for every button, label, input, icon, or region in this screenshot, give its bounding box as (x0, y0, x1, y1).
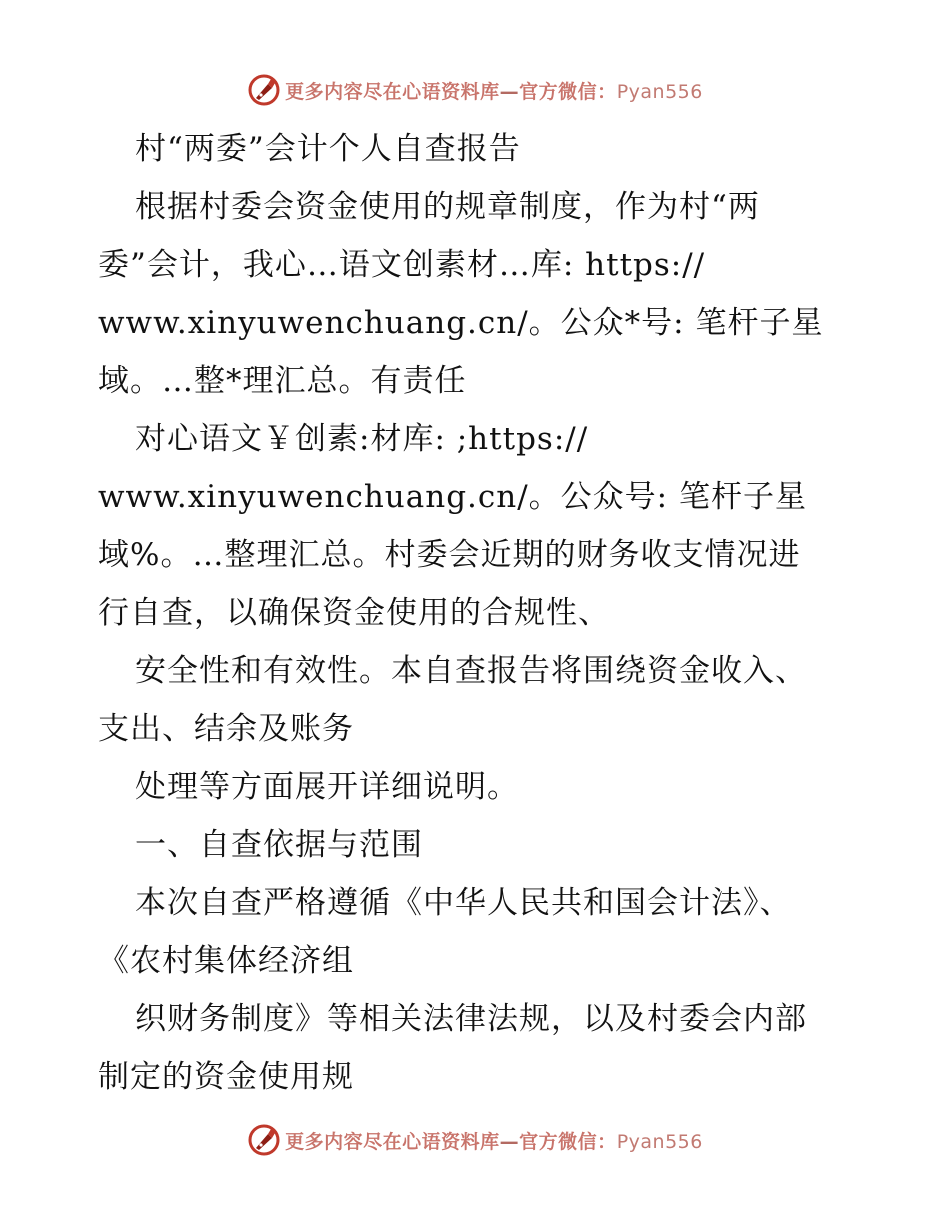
text-line: 对心语文￥创素:材库: ;https:// (135, 421, 589, 457)
footer-watermark-banner (0, 1120, 950, 1160)
text-line: 根据村委会资金使用的规章制度，作为村“两 (135, 189, 760, 225)
promo-text: 更多内容尽在心语资料库 (285, 1130, 500, 1153)
separator: — (499, 1130, 520, 1153)
text-line: 《农村集体经济组 (98, 943, 354, 979)
text-line: 本次自查严格遵循《中华人民共和国会计法》、 (135, 885, 792, 921)
text-line: 处理等方面展开详细说明。 (135, 769, 519, 805)
text-line: www.xinyuwenchuang.cn/。公众*号: 笔杆子星 (98, 305, 824, 341)
text-line: 域%。…整理汇总。村委会近期的财务收支情况进 (98, 537, 801, 573)
header-watermark-banner (0, 70, 950, 110)
wechat-handle: Pyan556 (616, 1130, 703, 1153)
text-line: www.xinyuwenchuang.cn/。公众号: 笔杆子星 (98, 479, 807, 515)
text-line: 安全性和有效性。本自查报告将围绕资金收入、 (135, 653, 807, 689)
watermark-text (285, 77, 703, 104)
document-title: 村“两委”会计个人自查报告 (135, 131, 521, 167)
document-body (98, 120, 868, 1106)
text-line: 支出、结余及账务 (98, 711, 354, 747)
wechat-handle: Pyan556 (616, 80, 703, 103)
wechat-label: 官方微信： (519, 1130, 617, 1153)
text-line: 织财务制度》等相关法律法规，以及村委会内部 (135, 1001, 807, 1037)
separator: — (499, 80, 520, 103)
text-line: 一、自查依据与范围 (135, 827, 423, 863)
text-line: 委”会计，我心…语文创素材…库: https:// (98, 247, 706, 283)
wechat-label: 官方微信： (519, 80, 617, 103)
text-line: 制定的资金使用规 (98, 1059, 354, 1095)
pen-nib-logo-icon (247, 1123, 281, 1157)
promo-text: 更多内容尽在心语资料库 (285, 80, 500, 103)
pen-nib-logo-icon (247, 73, 281, 107)
text-line: 域。…整*理汇总。有责任 (98, 363, 467, 399)
watermark-text (285, 1127, 703, 1154)
text-line: 行自查，以确保资金使用的合规性、 (98, 595, 610, 631)
